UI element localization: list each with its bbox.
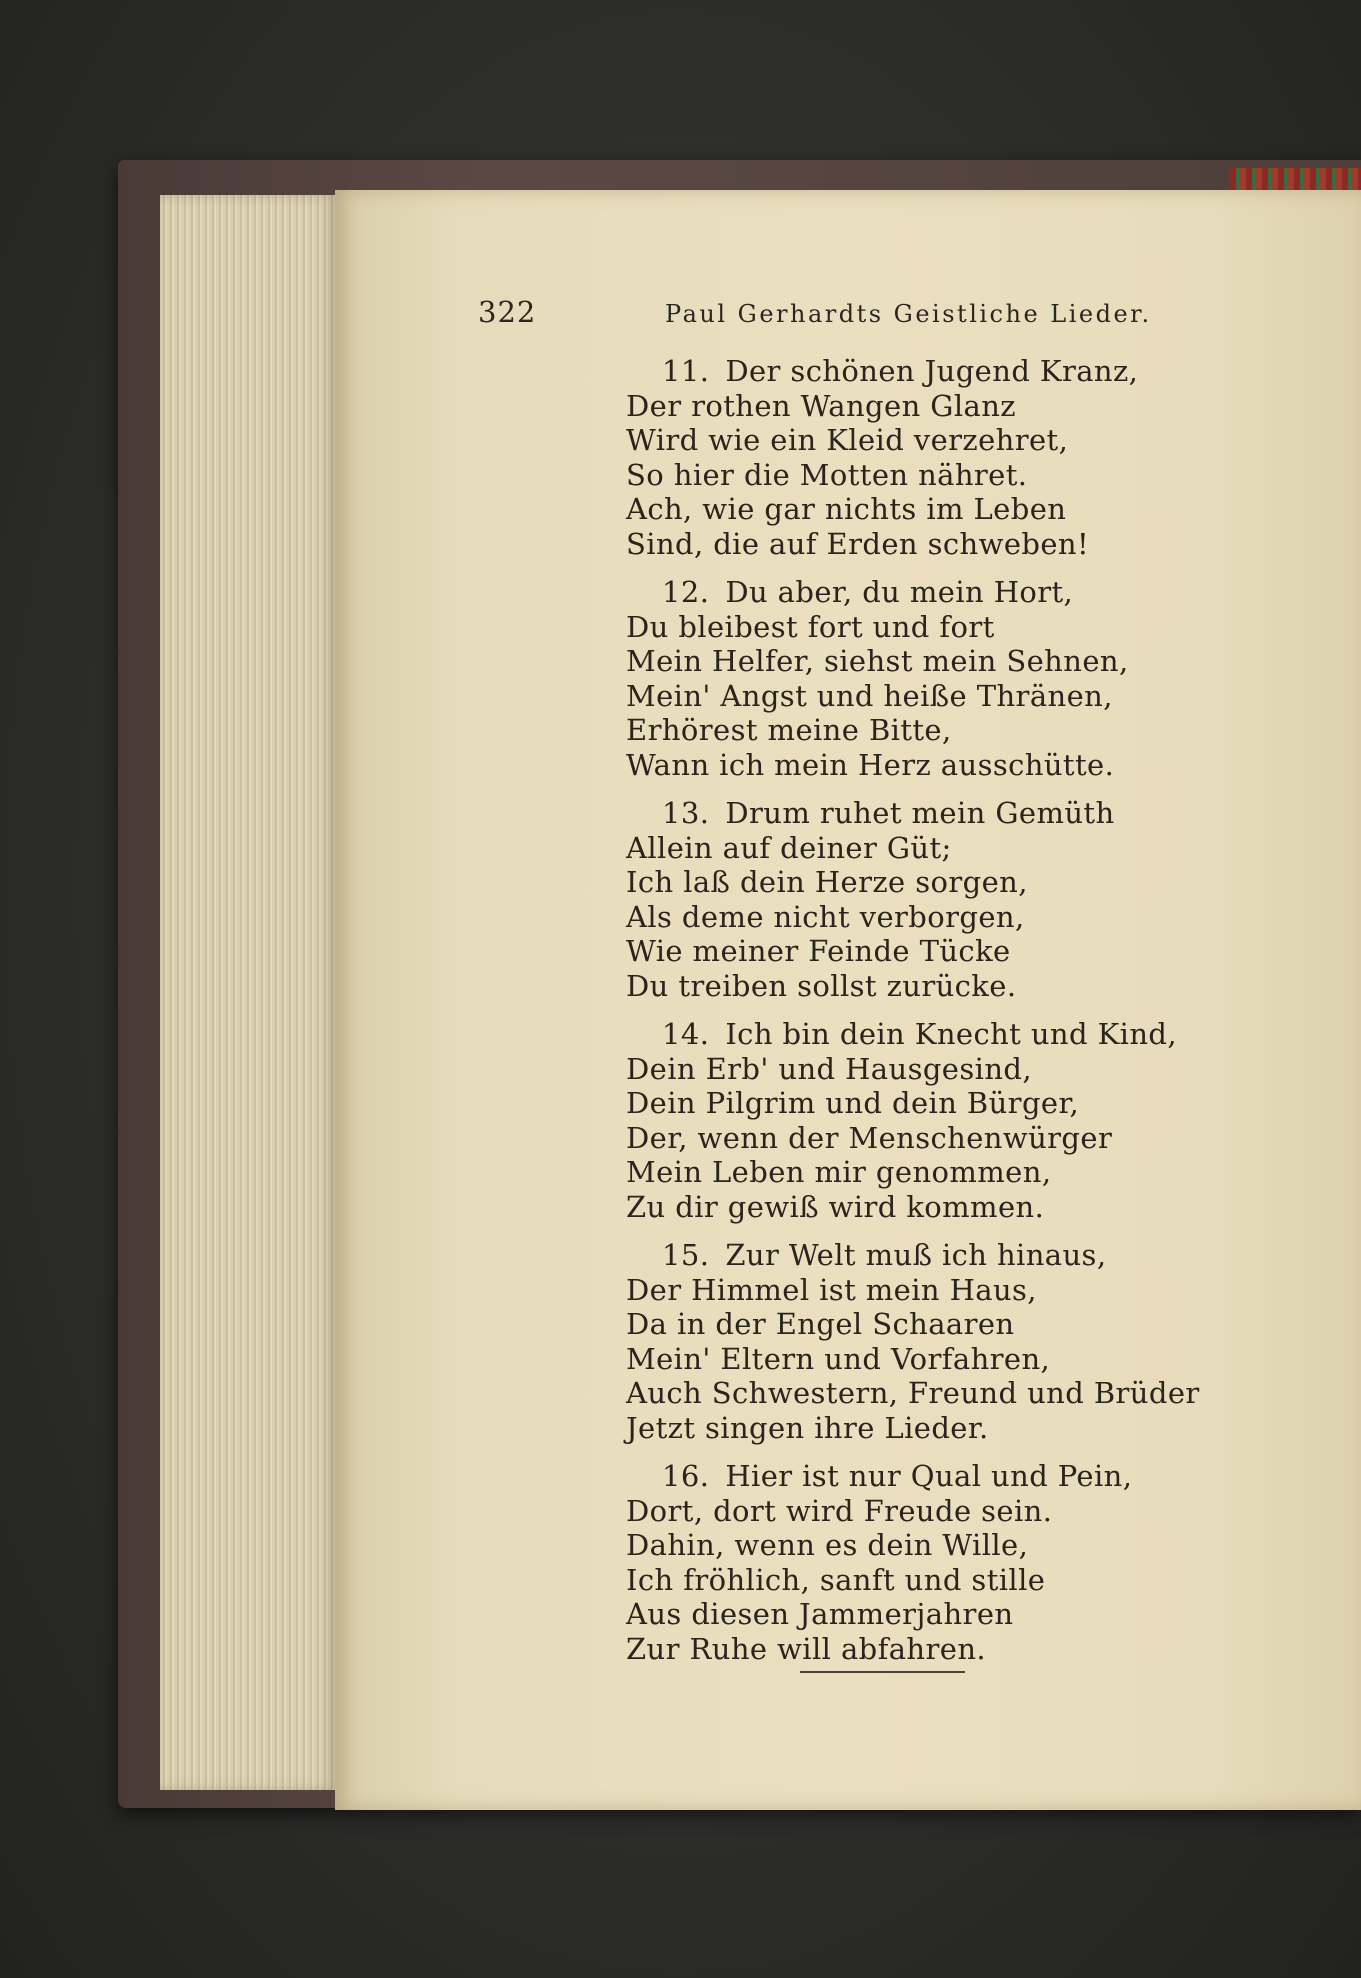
verse-line: Dein Pilgrim und dein Bürger, — [626, 1086, 1080, 1120]
verse-text: Der schönen Jugend Kranz, — [725, 354, 1139, 388]
verse-text: Zur Welt muß ich hinaus, — [725, 1238, 1107, 1272]
verse-line: Zur Ruhe will abfahren. — [626, 1631, 987, 1666]
verse-text: Hier ist nur Qual und Pein, — [725, 1459, 1133, 1493]
verse-line: Sind, die auf Erden schweben! — [626, 526, 1090, 561]
verse-line: Als deme nicht verborgen, — [626, 899, 1025, 934]
verse-line: Der, wenn der Menschenwürger — [626, 1120, 1113, 1155]
stanza-number: 12. — [662, 575, 710, 609]
verse-line — [626, 796, 1326, 831]
page-number: 322 — [478, 295, 537, 329]
verse-line: Aus diesen Jammerjahren — [626, 1597, 1014, 1631]
verse-line: Dort, dort wird Freude sein. — [626, 1493, 1053, 1528]
verse-line: Ich fröhlich, sanft und stille — [626, 1562, 1046, 1597]
stanza — [626, 1238, 1326, 1445]
stanza-number: 16. — [662, 1459, 710, 1493]
verse-line: Mein' Eltern und Vorfahren, — [626, 1341, 1051, 1376]
verse-line: Du treiben sollst zurücke. — [626, 968, 1017, 1003]
stanza — [626, 1459, 1326, 1666]
verse-line — [626, 1238, 1326, 1273]
verse-line: Wie meiner Feinde Tücke — [626, 934, 1011, 968]
closing-rule — [800, 1671, 965, 1673]
verse-line: Dein Erb' und Hausgesind, — [626, 1051, 1032, 1086]
stanza — [626, 575, 1326, 782]
stanza-number: 11. — [662, 354, 710, 388]
verse-line: Mein Leben mir genommen, — [626, 1155, 1052, 1189]
verse-line: Dahin, wenn es dein Wille, — [626, 1528, 1029, 1562]
stanza-number: 15. — [662, 1238, 710, 1272]
verse-line: Jetzt singen ihre Lieder. — [626, 1410, 989, 1445]
stanza-number: 13. — [662, 796, 710, 830]
running-head: Paul Gerhardts Geistliche Lieder. — [665, 300, 1152, 328]
verse-text: Drum ruhet mein Gemüth — [725, 796, 1115, 830]
verse-line: Wird wie ein Kleid verzehret, — [626, 423, 1069, 457]
verse-line — [626, 575, 1326, 610]
verse-text: Du aber, du mein Hort, — [725, 575, 1074, 609]
stanza — [626, 796, 1326, 1003]
verse-line: Allein auf deiner Güt; — [626, 830, 952, 865]
verse-line: Da in der Engel Schaaren — [626, 1307, 1015, 1341]
verse-text: Ich bin dein Knecht und Kind, — [725, 1017, 1177, 1051]
verse-line: So hier die Motten nähret. — [626, 457, 1028, 492]
verse-line: Mein Helfer, siehst mein Sehnen, — [626, 644, 1129, 678]
verse-line: Der Himmel ist mein Haus, — [626, 1272, 1037, 1307]
verse-line: Erhörest meine Bitte, — [626, 713, 952, 747]
stanza-number: 14. — [662, 1017, 710, 1051]
verse-line: Ach, wie gar nichts im Leben — [626, 492, 1067, 526]
verse-line: Mein' Angst und heiße Thränen, — [626, 678, 1113, 713]
verse-line: Auch Schwestern, Freund und Brüder — [626, 1376, 1200, 1410]
verse-line: Ich laß dein Herze sorgen, — [626, 865, 1028, 899]
hymn-verses — [626, 354, 1326, 1680]
verse-line: Zu dir gewiß wird kommen. — [626, 1189, 1045, 1224]
verse-line: Du bleibest fort und fort — [626, 609, 995, 644]
verse-line — [626, 354, 1326, 389]
stanza — [626, 354, 1326, 561]
verse-line: Der rothen Wangen Glanz — [626, 388, 1016, 423]
verse-line: Wann ich mein Herz ausschütte. — [626, 747, 1115, 782]
book-headband — [1230, 168, 1361, 190]
stanza — [626, 1017, 1326, 1224]
verse-line — [626, 1017, 1326, 1052]
page-edges — [160, 195, 338, 1790]
verse-line — [626, 1459, 1326, 1494]
